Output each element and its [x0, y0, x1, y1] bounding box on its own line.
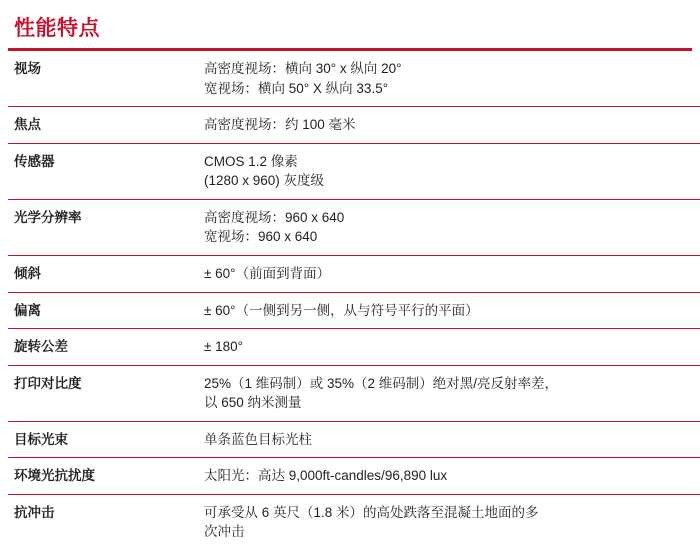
- specifications-table-body: [8, 51, 700, 550]
- spec-value-line: 可承受从 6 英尺（1.8 米）的高处跌落至混凝土地面的多: [204, 504, 539, 520]
- table-row: [8, 458, 700, 495]
- spec-value: [198, 365, 700, 421]
- spec-value: [198, 458, 700, 495]
- spec-label: 倾斜: [14, 265, 41, 281]
- spec-value-line: 太阳光：高达 9,000ft-candles/96,890 lux: [204, 468, 448, 484]
- spec-value: [198, 51, 700, 107]
- spec-value-line: 高密度视场：约 100 毫米: [204, 117, 356, 133]
- spec-value: [198, 421, 700, 458]
- table-row: [8, 51, 700, 107]
- spec-label: 光学分辨率: [14, 209, 82, 225]
- spec-value: [198, 107, 700, 144]
- spec-label: 传感器: [14, 153, 55, 169]
- spec-value-line: CMOS 1.2 像素: [204, 153, 298, 169]
- table-row: [8, 199, 700, 255]
- spec-value-line: ± 60°（一侧到另一侧，从与符号平行的平面）: [204, 302, 479, 318]
- spec-value-line: 单条蓝色目标光柱: [204, 431, 312, 447]
- spec-value-line: 宽视场：横向 50° X 纵向 33.5°: [204, 80, 389, 96]
- table-row: [8, 107, 700, 144]
- table-row: [8, 365, 700, 421]
- spec-label: 打印对比度: [14, 375, 82, 391]
- spec-value-line: 次冲击: [204, 524, 245, 540]
- page-title: 性能特点: [14, 17, 100, 40]
- spec-label: 旋转公差: [14, 339, 68, 355]
- spec-label: 环境光抗扰度: [14, 468, 95, 484]
- spec-value: [198, 292, 700, 329]
- spec-label: 偏离: [14, 302, 41, 318]
- spec-value-line: 以 650 纳米测量: [204, 395, 302, 411]
- table-row: [8, 143, 700, 199]
- table-row: [8, 255, 700, 292]
- spec-label: 目标光束: [14, 431, 68, 447]
- spec-value: [198, 255, 700, 292]
- spec-value: [198, 199, 700, 255]
- table-row: [8, 494, 700, 550]
- spec-value: [198, 143, 700, 199]
- spec-value-line: 高密度视场：960 x 640: [204, 209, 345, 225]
- spec-label: 视场: [14, 61, 41, 76]
- spec-label: 焦点: [14, 117, 41, 133]
- spec-value-line: (1280 x 960) 灰度级: [204, 173, 325, 189]
- spec-value-line: 25%（1 维码制）或 35%（2 维码制）绝对黑/亮反射率差，: [204, 375, 559, 391]
- spec-value-line: ± 180°: [204, 339, 244, 355]
- spec-value: [198, 329, 700, 366]
- specifications-table: [8, 51, 700, 550]
- spec-value-line: 宽视场：960 x 640: [204, 229, 318, 245]
- table-row: [8, 329, 700, 366]
- spec-value: [198, 494, 700, 550]
- table-row: [8, 292, 700, 329]
- spec-value-line: ± 60°（前面到背面）: [204, 265, 331, 281]
- spec-label: 抗冲击: [14, 504, 55, 520]
- table-row: [8, 421, 700, 458]
- spec-value-line: 高密度视场：横向 30° x 纵向 20°: [204, 61, 402, 76]
